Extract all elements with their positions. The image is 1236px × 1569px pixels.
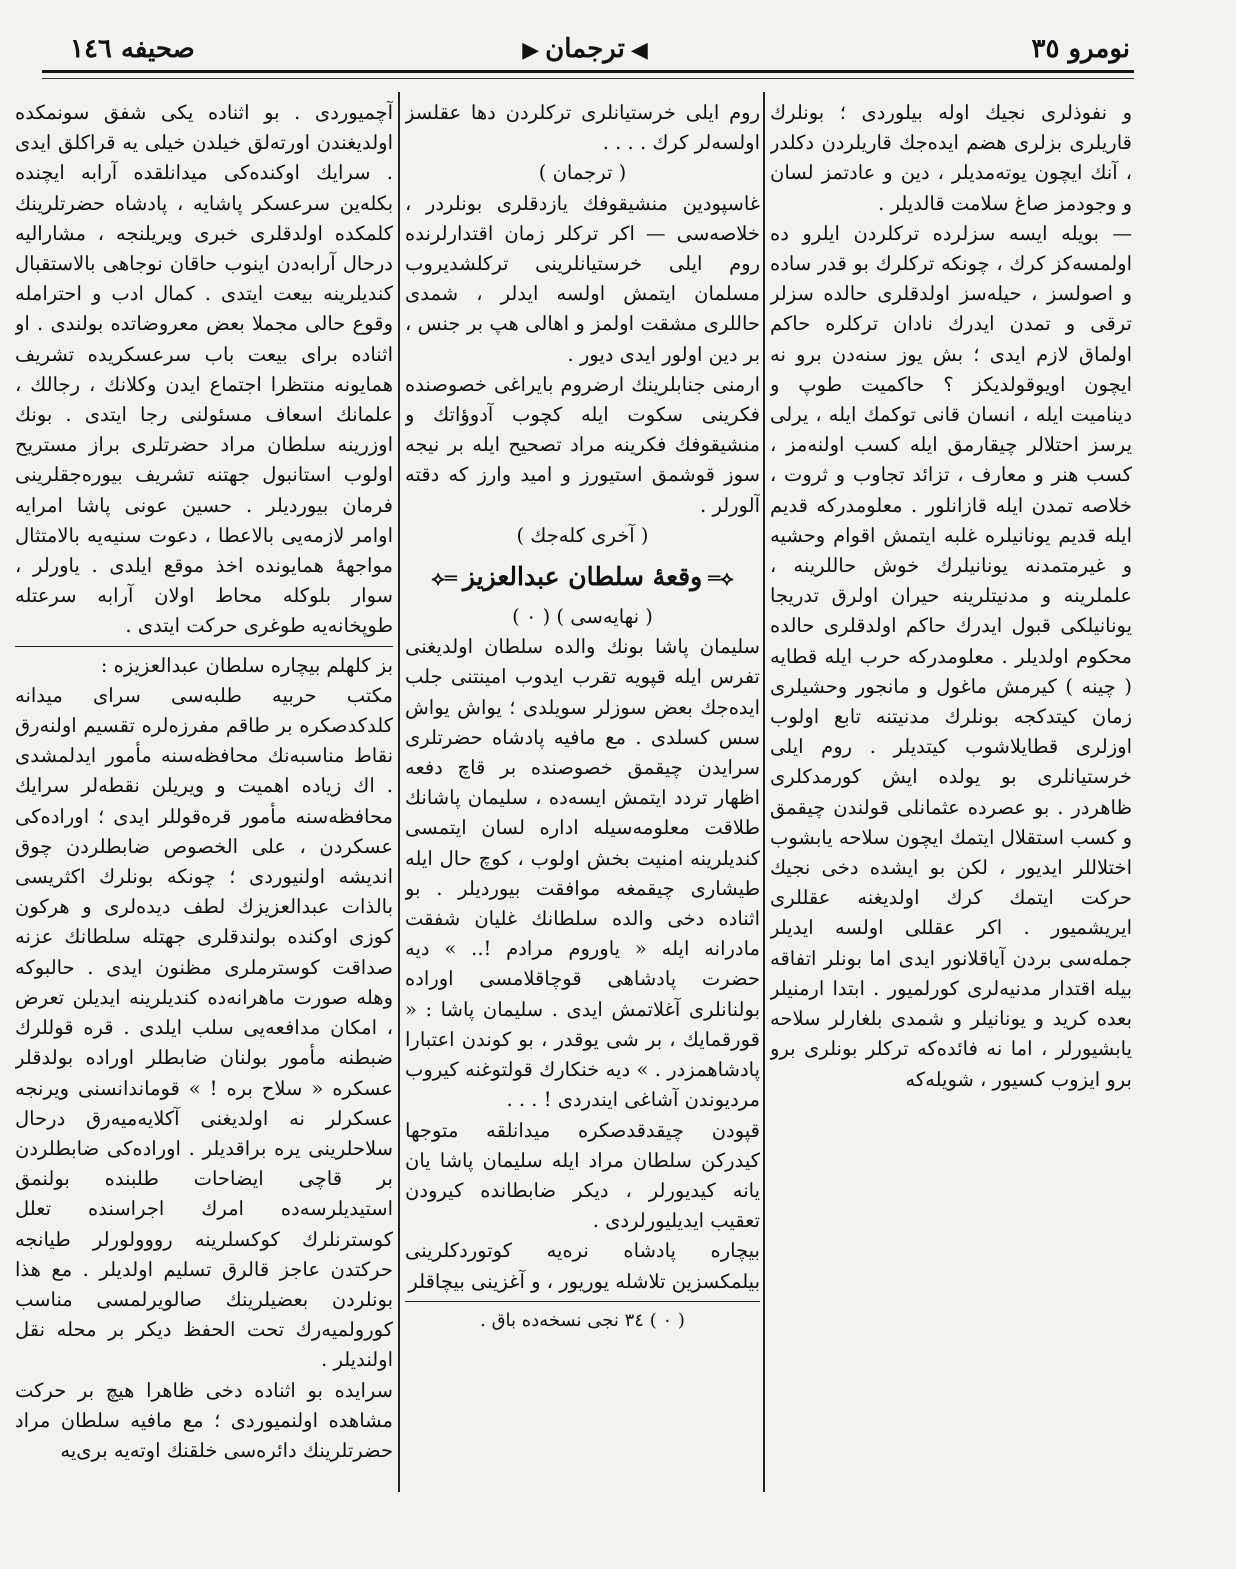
column-right: [770, 98, 1132, 1493]
paragraph: — بويله ايسه سزلرده تركلردن ايلرو ده اولمسه‌كز كرك ، چونكه تركلرك بو قدر ساده و اصولسز ، حيله‌سز اولدقلرى حالده سزلر ترقى و تمدن ايدرك نادان تركلره حاكم اولماق لازم ايدى ؛ بش يوز سنه‌دن برو نه ايچون اويوقولديكز ؟ حاكميت طوپ و ديناميت ايله ، انسان قانى توكمك ايله ، يرلى يرسز احتلالر چيقارمق ايله كسب اولنه‌مز ، كسب هنر و معارف ، تزائد تجاوب و ثروت ، خلاصه تمدن ايله قازانلور . معلومدركه قديم ايله قديم يونانيلره غلبه ايتمش اقوام وحشيه و غيرمتمدنه يونانيلرك خوش حاللرينه ، علملرينه و مدنيتلرينه حيران اولرق تدريجا يونانيلكى قبول ايدرك حاكم اولدقلرى حالده محكوم اولديلر . معلومدركه حرب ايله قطايه ( چينه ) كيرمش ماغول و مانجور وحشيلرى زمان كيتدكجه بونلرك مدنيتنه تابع اولوب اوزلرى قطايلاشوب كيتديلر . روم ايلى خرستيانلرى بو يولده ايش كورمدكلرى ظاهردر . بو عصرده عثمانلى قولندن چيقمق و كسب استقلال ايتمك ايچون سلاحه يابشوب اختلاللر ايديور ، لكن بو ايشده دخى نجيك حركت ايتمك كرك اولديغنه عقللرى ايريشميور . اكر عقللى اولسه ايديلر جمله‌سى بردن آياقلانور ايدى اما بونلر اتفاقه بيله اقتدار مدنيه‌لرى كورلميور . ابتدا ارمنيلر بعده كريد و يونانيلر و شمدى بلغارلر سلاحه يابشيورلر ، اما نه فائده‌كه تركلر بونلرى برو برو ايزوب كسيور ، شويله‌كه: [770, 221, 1132, 1091]
paragraph: مكتب حربيه طلبه‌سى سراى ميدانه كلدكدصكره بر طاقم مفرزه‌لره تقسيم اولنه‌رق نقاط مناسبه‌نك محافظه‌سنه مأمور ايدلمشدى . اك زياده اهميت و ويريلن نقطه‌لر سرايك محافظه‌سنه مأمور قره‌قوللر ايدى ؛ اوراده‌كى عسكردن ، على الخصوص ضابطلردن چوق انديشه اولنيوردى ؛ چونكه بونلرك اكثريسى بالذات عبدالعزيزك لطف ديده‌لرى و هركون كوزى اوكنده بولندقلرى جهتله سلطانك عزنه صداقت كوسترملرى مظنون ايدى . حالبوكه وهله صورت ماهرانه‌ده كنديلرينه ايديلن تعرض ، امكان مدافعه‌يى سلب ايلدى . قره قوللرك ضبطنه مأمور بولنان ضابطلر اوراده بولدقلر عسكره « سلاح بره ! » قوماندانسنى ويرنجه عسكرلر نه اولديغنى آكلايه‌ميه‌رق درحال سلاحلرينى يره براقديلر . اوراده‌كى ضابطلردن بر قاچى ايضاحات طلبنده بولنمق استيديلرسه‌ده امرك اجراسنده تعلل كوسترنلرك كوكسلرينه رووولورلر طيانجه حركتدن عاجز قالرق تسليم اولديلر . مع هذا بونلردن بعضيلرينك صالويرلمسى مناسب كورولميه‌رك تحت الحفظ ديكر بر محله نقل اولنديلر .: [15, 683, 393, 1372]
paragraph: ارمنى جنابلرينك ارضروم بايراغى خصوصنده فكرينى سكوت ايله كچوب آدوؤاتك و منشيقوفك فكرينه مراد تصحيح ايله بر نيجه سوز قوشمق استيورز و اميد وارز كه دقته آلورلر .: [405, 372, 760, 517]
column-divider: [398, 92, 400, 1492]
page-header: [40, 28, 1130, 68]
newspaper-title: ترجمان: [545, 34, 625, 64]
paragraph: و نفوذلرى نجيك اوله بيلوردى ؛ بونلرك قاريلرى بزلرى هضم ايده‌جك قاريلردن دكلدر ، آنك ايچون يوته‌مديلر ، دين و عادتمز لسان و وجودمز صاغ سلامت قالديلر .: [770, 101, 1132, 215]
paragraph: روم ايلى خرستيانلرى تركلردن دها عقلسز اولسه‌لر كرك . . . .: [405, 101, 760, 155]
page-number: صحيفه ١٤٦: [70, 34, 195, 64]
column-middle: [405, 98, 760, 1493]
header-rule: [42, 70, 1134, 73]
issue-number: نومرو ٣٥: [1031, 34, 1130, 64]
section-rule: [15, 646, 393, 647]
paragraph: بيچاره پادشاه نره‌يه كوتوردكلرينى بيلمكسزين تلاشله يوريور ، و آغزينى بيچاقلر: [405, 1239, 760, 1293]
article-title: [405, 559, 760, 596]
header-rule-thin: [42, 78, 1134, 79]
article-title-text: وقعهٔ سلطان عبدالعزيز: [462, 562, 703, 592]
paragraph: سرايده بو اثناده دخى ظاهرا هيچ بر حركت مشاهده اولنميوردى ؛ مع مافيه سلطان مراد حضرتلرينك دائره‌سى خلقنك اوته‌يه برى‌يه: [15, 1378, 393, 1462]
ornament-icon: ═⟡: [431, 566, 457, 591]
paragraph: غاسپودين منشيقوفك يازدقلرى بونلردر ، خلاصه‌سى — اكر تركلر زمان اقتدارلرنده روم ايلى خرستيانلرينى تركلشديروب مسلمان ايتمش اولسه ايدلر ، شمدى حاللرى مشقت اولمز و اهالى هپ بر جنس ، بر دين اولور ايدى ديور .: [405, 191, 760, 366]
continued-note: ( آخرى كله‌جك ): [516, 523, 649, 547]
column-divider: [763, 92, 765, 1492]
paragraph: سليمان پاشا بونك والده سلطان اولديغنى تفرس ايله قپويه تقرب ايدوب امينتنى جلب ايده‌جك بعض سوزلر سويلدى ؛ يواش يواش سس كسلدى . مع مافيه پادشاه حضرتلرى سرايدن چيقمق خصوصنده بر قاچ دفعه اظهار تردد ايتمش ايسه‌ده ، سليمان پاشانك طلاقت معلومه‌سيله اداره لسان ايتمسى كنديلرينه امنيت بخش اولوب ، كوچ حال ايله طيشارى چيقمغه موافقت بيورديلر . بو اثناده دخى والده سلطانك غليان شفقت مادرانه ايله « ياوروم مرادم !.. » ديه حضرت پادشاهى قوچاقلامسى اوراده بولنانلرى آغلاتمش ايدى . سليمان پاشا : « قورقمايك ، بر شى يوقدر ، بو كوندن اعتبارا پادشاهمزدر . » ديه خنكارك قولتوغنه كيروب مرديوندن آشاغى ايندردى ! . . .: [405, 635, 760, 1112]
ornament-right-icon: ◀: [630, 37, 648, 63]
ornament-icon: ⟡═: [708, 566, 734, 591]
ornament-left-icon: ▶: [522, 37, 540, 63]
column-left: [15, 98, 393, 1493]
footnote-rule: [405, 1301, 760, 1302]
paragraph: قپودن چيقدقدصكره ميدانلقه متوجها كيدركن سلطان مراد ايله سليمان پاشا يان يانه كيديورلر ، ديكر ضابطانده كيرودن تعقيب ايديليورلردى .: [405, 1118, 760, 1233]
footnote: ( ٠ ) ٣٤ نجى نسخه‌ده باق .: [480, 1309, 685, 1331]
section-heading: بز كلهلم بيچاره سلطان عبدالعزيزه :: [100, 653, 393, 677]
signature: ( ترجمان ): [538, 161, 627, 185]
newspaper-title-block: [516, 34, 654, 64]
paragraph: آچميوردى . بو اثناده يكى شفق سونمكده اولديغندن اورته‌لق خيلدن خيلى يه قراكلق ايدى . سرايك اوكنده‌كى ميدانلقده آرابه ايچنده بكله‌ين سرعسكر پاشايه ، پادشاه حضرتلرينك كلمكده اولدقلرى خبرى ويريلنجه ، مشاراليه درحال آرابه‌دن اينوب حاقان نوجاهى بالاستقبال كنديلرينه بيعت ايتدى . كمال ادب و احترامله وقوع حالى مجملا بعض معروضاتده بولندى . او اثناده براى بيعت باب سرعسكريده تشريف همايونه منتظرا اجتماع ايدن وكلانك ، رجالك ، علمانك اسعاف مسئولنى رجا ايتدى . بونك اوزرينه سلطان مراد حضرتلرى براز مستريح اولوب استانبول جهتنه تشريف بيوره‌جقلرينى فرمان بيورديلر . حسين عونى پاشا امرايه اوامر لازمه‌يى بالاعطا ، دعوت سنيه‌يه بالامتثال مواجههٔ همايونده اخذ موقع ايلدى . ياورلر ، سوار بلوكله محاط اولان آرابه سرعتله طوپخانه‌يه طوغرى حركت ايتدى .: [15, 101, 393, 638]
article-subtitle: ( نهايه‌سى ) ( ٠ ): [512, 605, 653, 629]
